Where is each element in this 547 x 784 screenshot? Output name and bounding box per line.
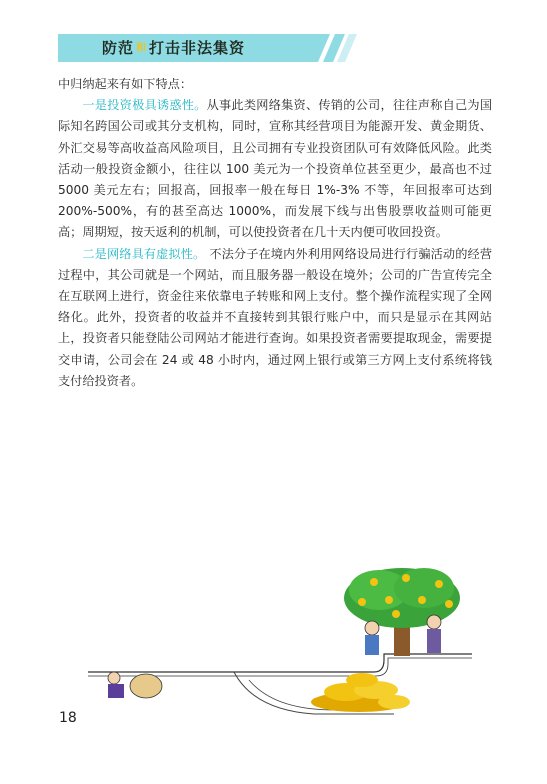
body-text [58, 74, 492, 392]
point-2-paragraph [58, 244, 492, 392]
money-tree-illustration [84, 560, 479, 720]
chapter-title-connector: 和 [136, 43, 148, 54]
chapter-title-left: 防范 [102, 39, 135, 57]
chapter-banner [58, 34, 358, 62]
point-1-paragraph [58, 95, 492, 243]
point-1-heading: 一是投资极具诱惑性。 [82, 98, 207, 113]
point-2-heading: 二是网络具有虚拟性。 [82, 246, 206, 261]
money-tree-icon [344, 568, 460, 656]
illustration-drawing [84, 560, 479, 720]
intro-line: 中归纳起来有如下特点： [58, 77, 193, 91]
point-1-text: 从事此类网络集资、传销的公司，往往声称自己为国际知名跨国公司或其分支机构，同时，宣称其经营项目为能源开发、黄金期货、外汇交易等高收益高风险项目，且公司拥有专业投资团队可有效降低风险。此类活动一般投资金额小，往往以 100 美元为一个投资单位甚至更少，最高也不过 5000 美元左右；回报高，回报率一般在每日 1%-3% 不等，年回报率可达到 200%-500%，有的甚至高达 1000%，而发展下线与出售股票收益则可能更高；周期短，按天返利的机制，可以使投资者在几十天内便可收回投资。 [58, 98, 493, 240]
page-number: 18 [59, 710, 77, 726]
point-2-text: 不法分子在境内外利用网络设局进行行骗活动的经营过程中，其公司就是一个网站，而且服务器一般设在境外；公司的广告宣传完全在互联网上进行，资金往来依靠电子转账和网上支付。整个操作流程实现了全网络化。此外，投资者的收益并不直接转到其银行账户中，而只是显示在其网站上，投资者只能登陆公司网站才能进行查询。如果投资者需要提取现金，需要提交申请，公司会在 24 或 48 小时内，通过网上银行或第三方网上支付系统将钱支付给投资者。 [58, 246, 493, 388]
chapter-title [102, 37, 245, 59]
gold-coin-pile-icon [311, 673, 410, 712]
chapter-title-right: 打击非法集资 [149, 39, 246, 57]
